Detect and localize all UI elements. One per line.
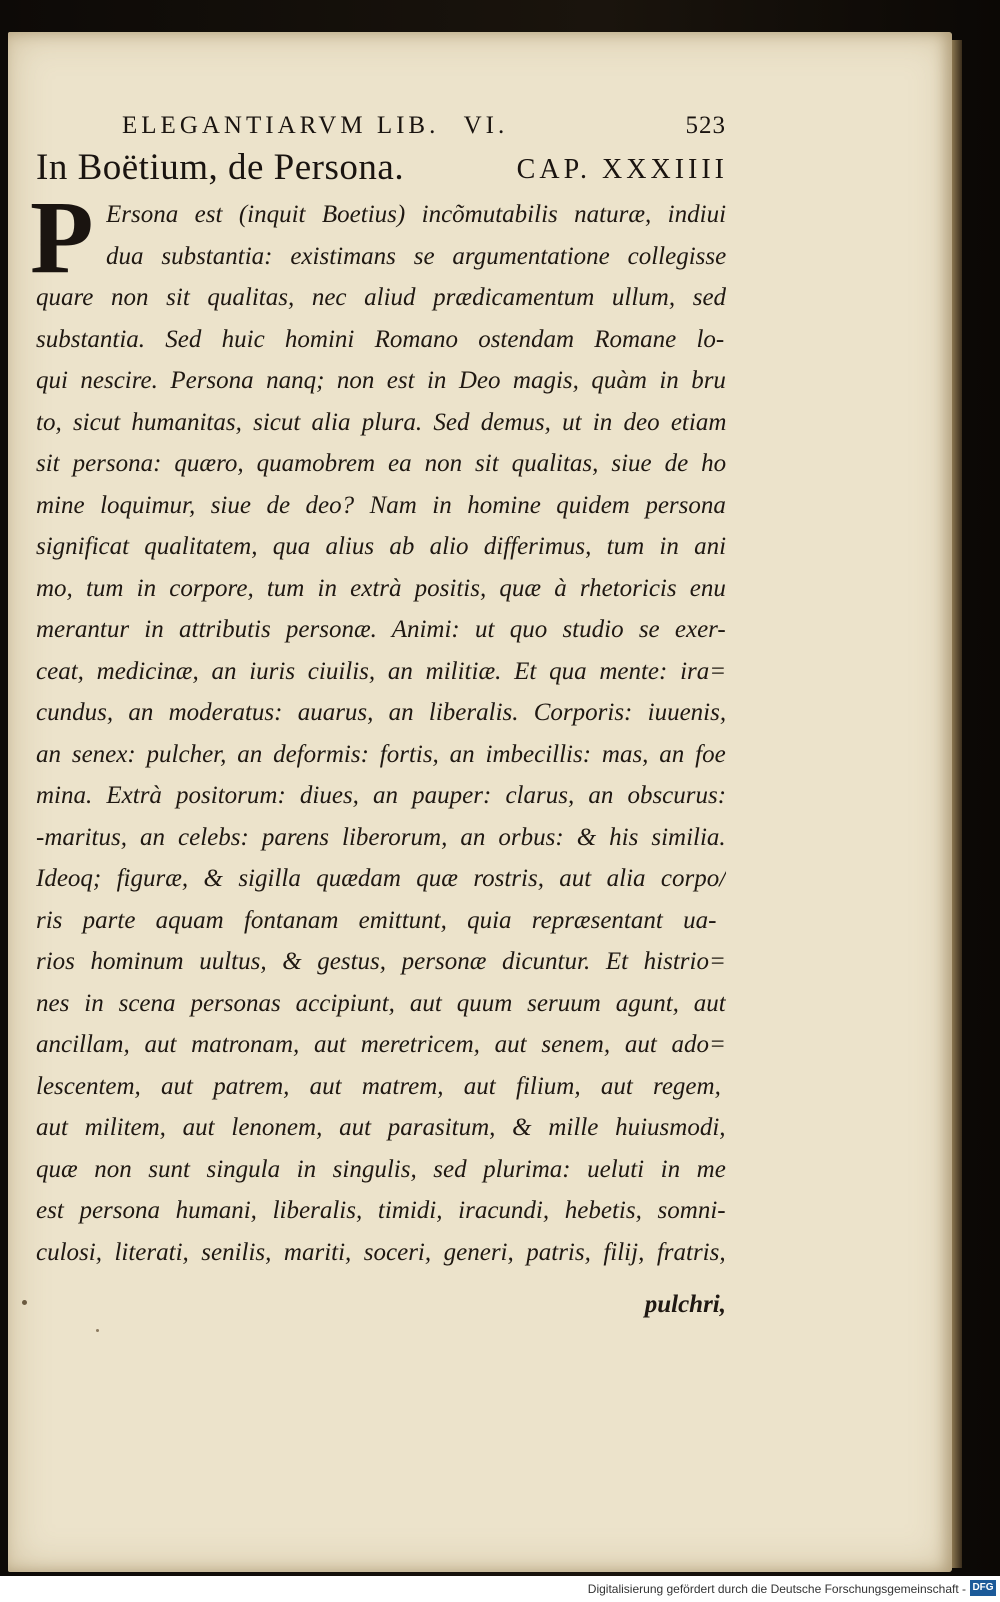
text-line xyxy=(36,985,726,1023)
text-line xyxy=(36,528,726,566)
chapter-title: In Boëtium, de Persona. xyxy=(36,147,405,188)
drop-cap: P xyxy=(30,180,94,295)
page-edge xyxy=(952,40,962,1568)
text-line-content: nes in scena personas accipiunt, aut quum seruum agunt, aut xyxy=(36,989,726,1017)
text-line-content: lescentem, aut patrem, aut matrem, aut filium, aut regem, xyxy=(36,1072,721,1100)
text-line xyxy=(36,445,726,483)
text-line xyxy=(36,1026,726,1064)
text-line-content: quare non sit qualitas, nec aliud prædicamentum ullum, sed xyxy=(36,284,726,311)
running-head-book: VI. xyxy=(463,112,509,139)
folio-number: 523 xyxy=(685,112,726,139)
text-line xyxy=(36,736,726,774)
text-line-content: Ersona est (inquit Boetius) incõmutabilis naturæ, indiui xyxy=(106,201,726,228)
text-line-content: est persona humani, liberalis, timidi, iracundi, hebetis, somni- xyxy=(36,1197,726,1224)
text-line xyxy=(106,238,726,276)
text-line xyxy=(36,1109,726,1147)
text-line xyxy=(36,1151,726,1189)
digitization-credit: Digitalisierung gefördert durch die Deutsche Forschungsgemeinschaft - xyxy=(587,1582,966,1596)
text-line-content: ris parte aquam fontanam emittunt, quia repræsentant ua- xyxy=(36,906,717,934)
text-line-content: rios hominum uultus, & gestus, personæ dicuntur. Et histrio= xyxy=(36,948,726,975)
text-line-content: ceat, medicinæ, an iuris ciuilis, an militiæ. Et qua mente: ira= xyxy=(36,657,726,685)
text-line-content: ancillam, aut matronam, aut meretricem, aut senem, aut ado= xyxy=(36,1031,726,1058)
text-line xyxy=(36,321,726,359)
text-line xyxy=(36,404,726,442)
dfg-logo: DFG xyxy=(970,1580,996,1596)
text-line-content: dua substantia: existimans se argumentatione collegisse xyxy=(106,242,726,270)
text-line xyxy=(36,611,726,649)
text-line-content: substantia. Sed huic homini Romano ostendam Romane lo- xyxy=(36,325,725,353)
footer-bar xyxy=(0,1576,1000,1602)
text-line xyxy=(36,570,726,608)
text-line xyxy=(36,1192,726,1230)
text-line-content: mina. Extrà positorum: diues, an pauper: clarus, an obscurus: xyxy=(36,782,726,809)
text-line-content: Ideoq; figuræ, & sigilla quædam quæ rostris, aut alia corpo/ xyxy=(36,865,726,892)
text-line xyxy=(36,694,726,732)
text-line-content: cundus, an moderatus: auarus, an liberalis. Corporis: iuuenis, xyxy=(36,699,726,726)
text-line-content: to, sicut humanitas, sicut alia plura. Sed demus, ut in deo etiam xyxy=(36,408,726,436)
text-line-content: mo, tum in corpore, tum in extrà positis, quæ à rhetoricis enu xyxy=(36,574,726,602)
running-head-title: ELEGANTIARVM LIB. xyxy=(122,112,440,139)
text-line xyxy=(106,196,726,234)
text-line xyxy=(36,819,726,857)
text-line xyxy=(36,860,726,898)
foxing-spot xyxy=(22,1300,27,1305)
text-line-content: sit persona: quæro, quamobrem ea non sit qualitas, siue de ho xyxy=(36,450,726,477)
text-line-content: culosi, literati, senilis, mariti, soceri, generi, patris, filij, fratris, xyxy=(36,1238,726,1266)
catchword: pulchri, xyxy=(644,1291,726,1318)
text-line-content: merantur in attributis personæ. Animi: ut quo studio se exer- xyxy=(36,616,726,643)
chapter-number: CAP. XXXIIII xyxy=(516,154,728,185)
text-line xyxy=(36,487,726,525)
text-line xyxy=(36,1234,726,1272)
text-line-content: qui nescire. Persona nanq; non est in Deo magis, quàm in bru xyxy=(36,367,726,394)
text-line xyxy=(36,902,726,940)
text-line xyxy=(36,777,726,815)
text-line xyxy=(36,279,726,317)
chapter-heading xyxy=(36,146,728,189)
text-line-content: mine loquimur, siue de deo? Nam in homine quidem persona xyxy=(36,491,726,519)
text-line-content: quæ non sunt singula in singulis, sed plurima: ueluti in me xyxy=(36,1155,726,1183)
running-head xyxy=(122,112,726,140)
foxing-spot xyxy=(96,1329,99,1332)
text-line xyxy=(36,653,726,691)
text-line xyxy=(36,1068,726,1106)
text-line xyxy=(36,943,726,981)
text-line-content: an senex: pulcher, an deformis: fortis, an imbecillis: mas, an foe xyxy=(36,740,726,768)
text-line-content: aut militem, aut lenonem, aut parasitum, & mille huiusmodi, xyxy=(36,1114,726,1141)
text-line-content: -maritus, an celebs: parens liberorum, an orbus: & his similia. xyxy=(36,823,726,851)
catchword-line xyxy=(36,1286,726,1324)
text-line xyxy=(36,362,726,400)
text-line-content: significat qualitatem, qua alius ab alio differimus, tum in ani xyxy=(36,533,726,560)
